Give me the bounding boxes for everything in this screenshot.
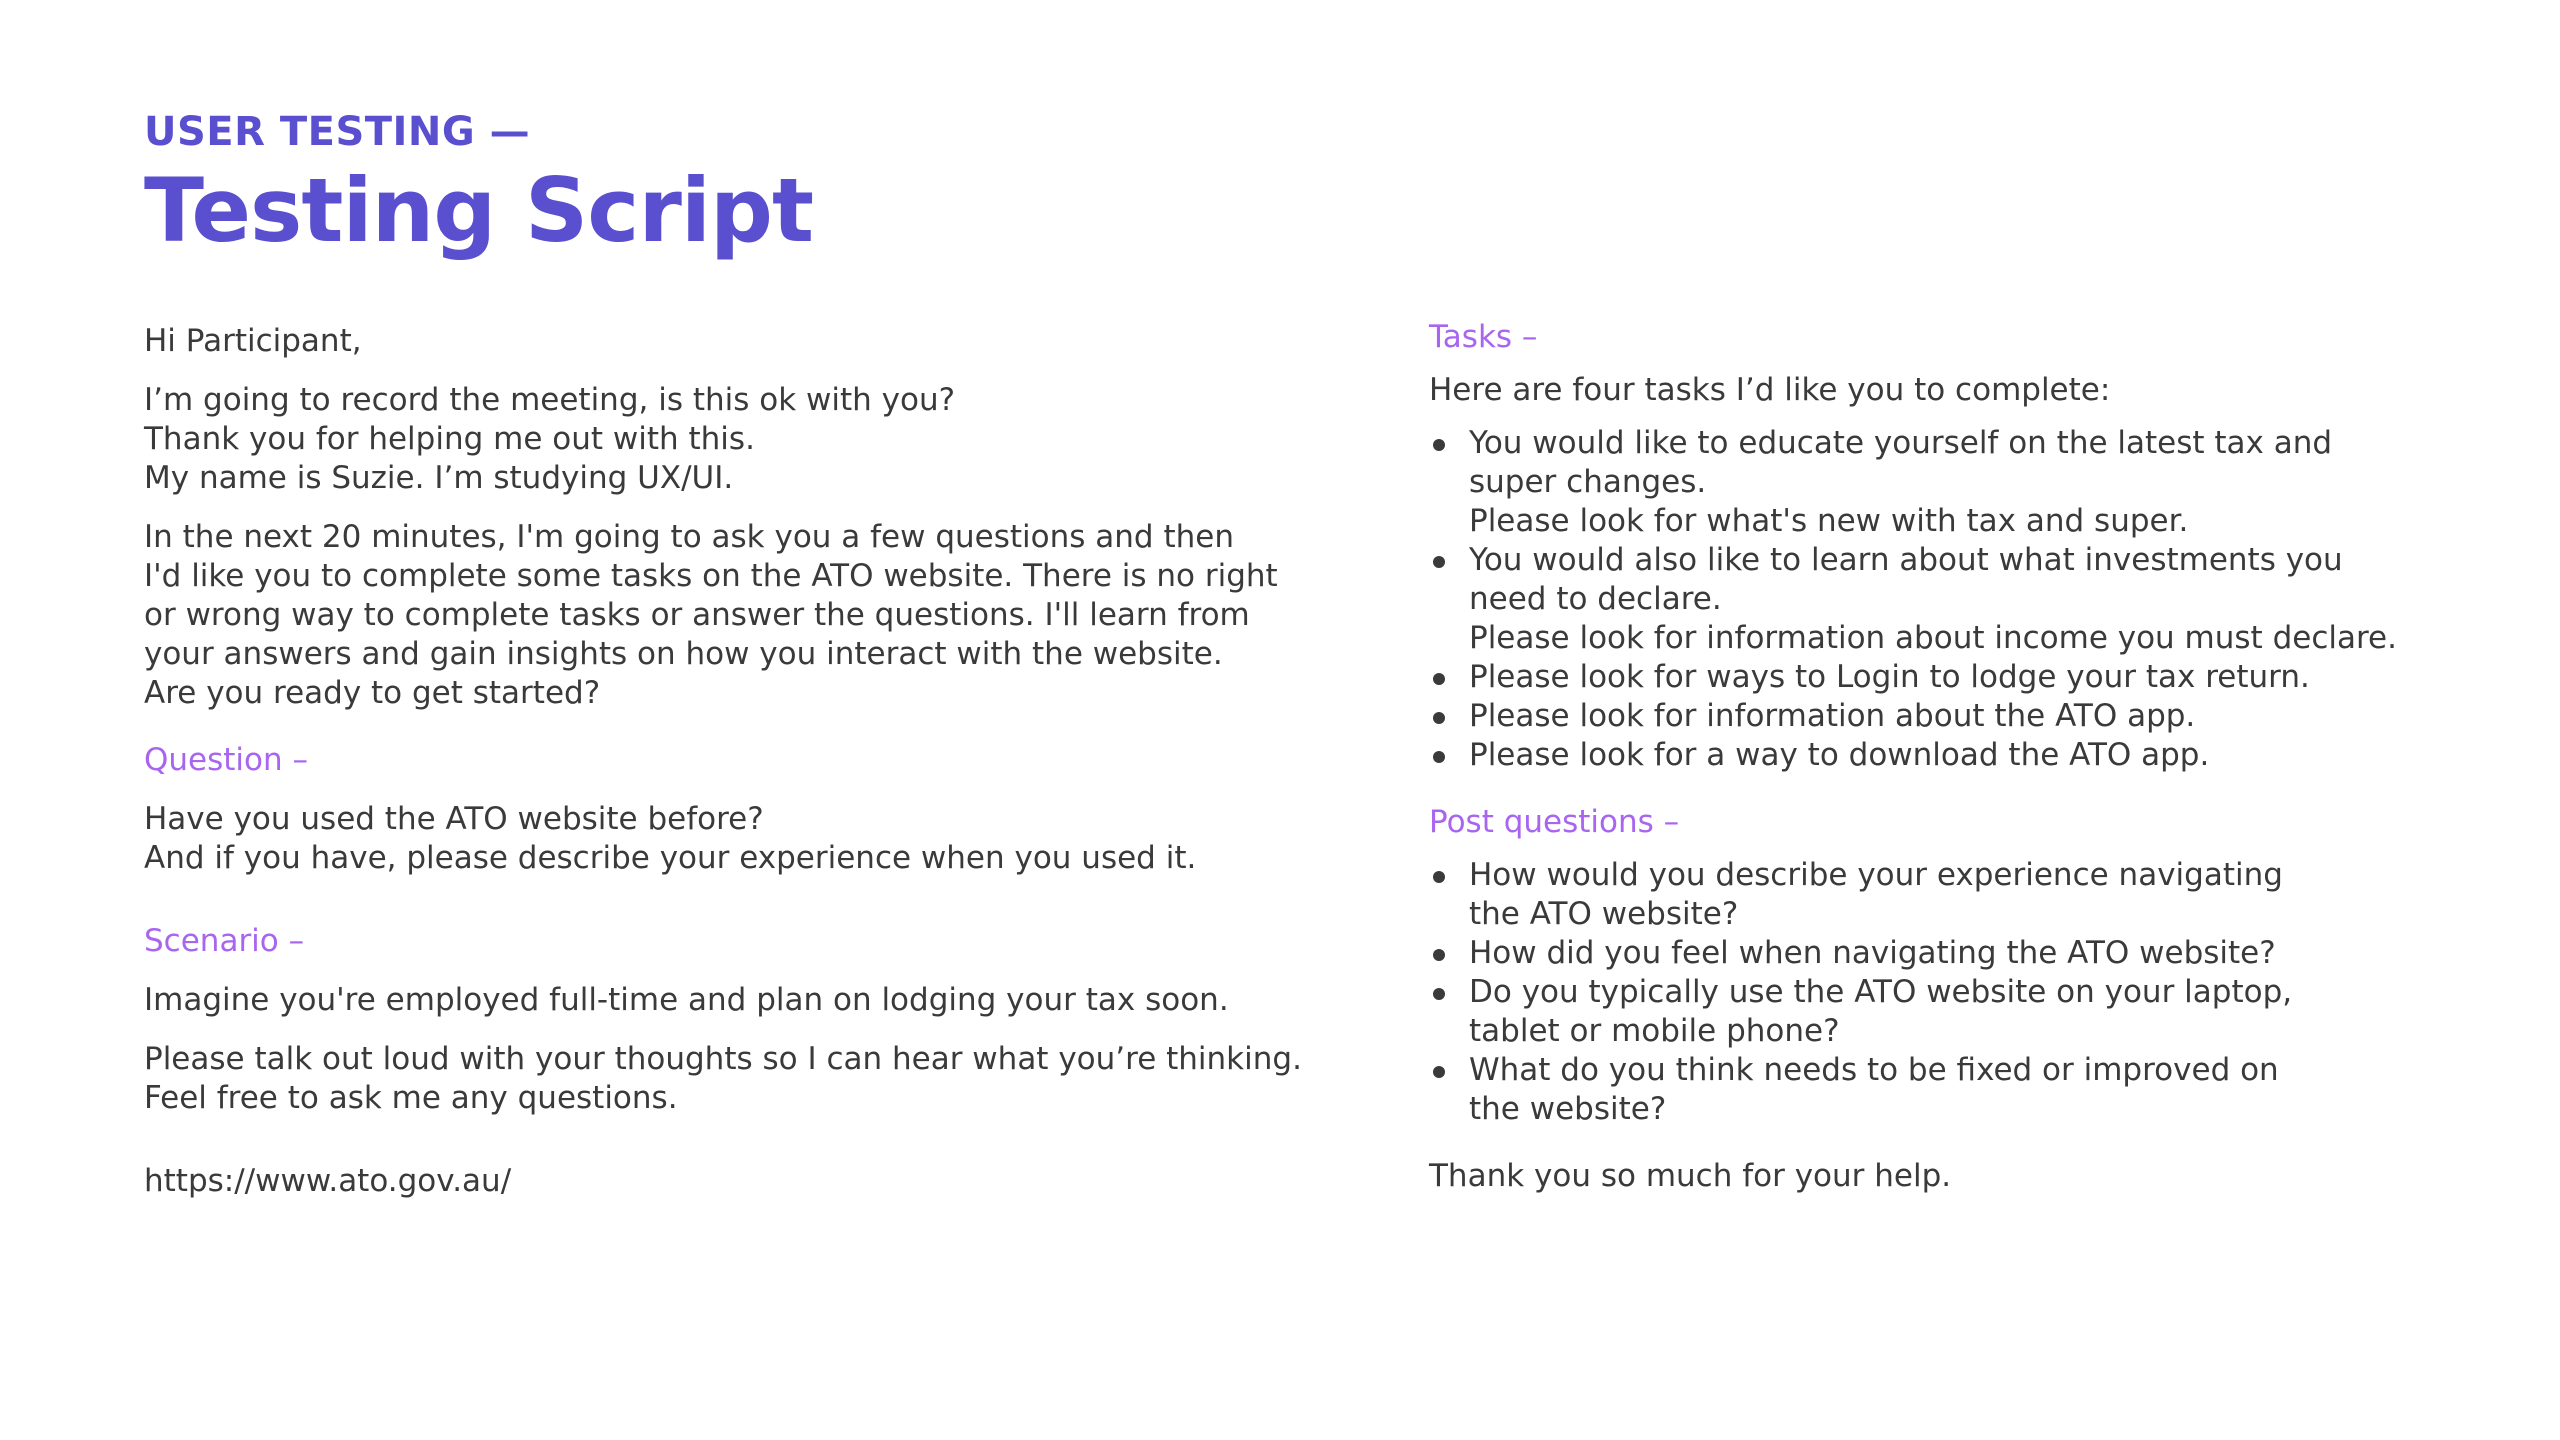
overview-line: or wrong way to complete tasks or answer the questions. I'll learn from [144,597,1250,633]
eyebrow-label: USER TESTING — [144,109,531,155]
task-item [1429,697,2529,736]
talk-line: Feel free to ask me any questions. [144,1080,678,1116]
task-item [1429,736,2529,775]
tasks-heading: Tasks – [1429,319,1538,355]
left-column [144,322,1404,1201]
intro-line: I’m going to record the meeting, is this ok with you? [144,382,956,418]
tasks-intro: Here are four tasks I’d like you to complete: [1429,372,2111,408]
task-line: Please look for information about income you must declare. [1469,620,2397,656]
post-question-item [1429,973,2529,1051]
overview-line: In the next 20 minutes, I'm going to ask you a few questions and then [144,519,1234,555]
post-question-item [1429,856,2529,934]
overview-line: I'd like you to complete some tasks on the ATO website. There is no right [144,558,1278,594]
task-line: need to declare. [1469,581,1722,617]
post-question-line: tablet or mobile phone? [1469,1013,1840,1049]
right-column [1429,318,2529,1196]
page-title: Testing Script [144,159,814,262]
post-question-line: Do you typically use the ATO website on your laptop, [1469,974,2293,1010]
task-line: super changes. [1469,464,1707,500]
task-item [1429,424,2529,541]
post-question-item [1429,934,2529,973]
post-question-line: How did you feel when navigating the ATO website? [1469,935,2276,971]
website-url[interactable]: https://www.ato.gov.au/ [144,1163,512,1199]
question-heading: Question – [144,742,309,778]
greeting: Hi Participant, [144,323,362,359]
post-question-line: How would you describe your experience navigating [1469,857,2283,893]
post-question-item [1429,1051,2529,1129]
overview-line: your answers and gain insights on how you interact with the website. [144,636,1223,672]
task-line: Please look for what's new with tax and super. [1469,503,2189,539]
task-line: Please look for ways to Login to lodge your tax return. [1469,659,2310,695]
post-question-line: the ATO website? [1469,896,1739,932]
closing-text: Thank you so much for your help. [1429,1158,1952,1194]
talk-paragraph [144,1040,1404,1118]
task-item [1429,658,2529,697]
scenario-heading: Scenario – [144,923,305,959]
task-item [1429,541,2529,658]
task-list [1429,424,2529,775]
question-paragraph [144,800,1404,878]
post-question-line: What do you think needs to be fixed or improved on [1469,1052,2279,1088]
overview-paragraph [144,518,1404,713]
intro-paragraph [144,381,1404,498]
overview-line: Are you ready to get started? [144,675,601,711]
task-line: You would also like to learn about what investments you [1469,542,2343,578]
intro-line: My name is Suzie. I’m studying UX/UI. [144,460,734,496]
task-line: Please look for a way to download the ATO app. [1469,737,2210,773]
post-question-line: the website? [1469,1091,1667,1127]
task-line: You would like to educate yourself on the latest tax and [1469,425,2333,461]
talk-line: Please talk out loud with your thoughts so I can hear what you’re thinking. [144,1041,1302,1077]
task-line: Please look for information about the ATO app. [1469,698,2196,734]
question-line: And if you have, please describe your experience when you used it. [144,840,1197,876]
intro-line: Thank you for helping me out with this. [144,421,755,457]
post-questions-heading: Post questions – [1429,804,1680,840]
post-question-list [1429,856,2529,1129]
scenario-text: Imagine you're employed full-time and plan on lodging your tax soon. [144,982,1229,1018]
question-line: Have you used the ATO website before? [144,801,764,837]
